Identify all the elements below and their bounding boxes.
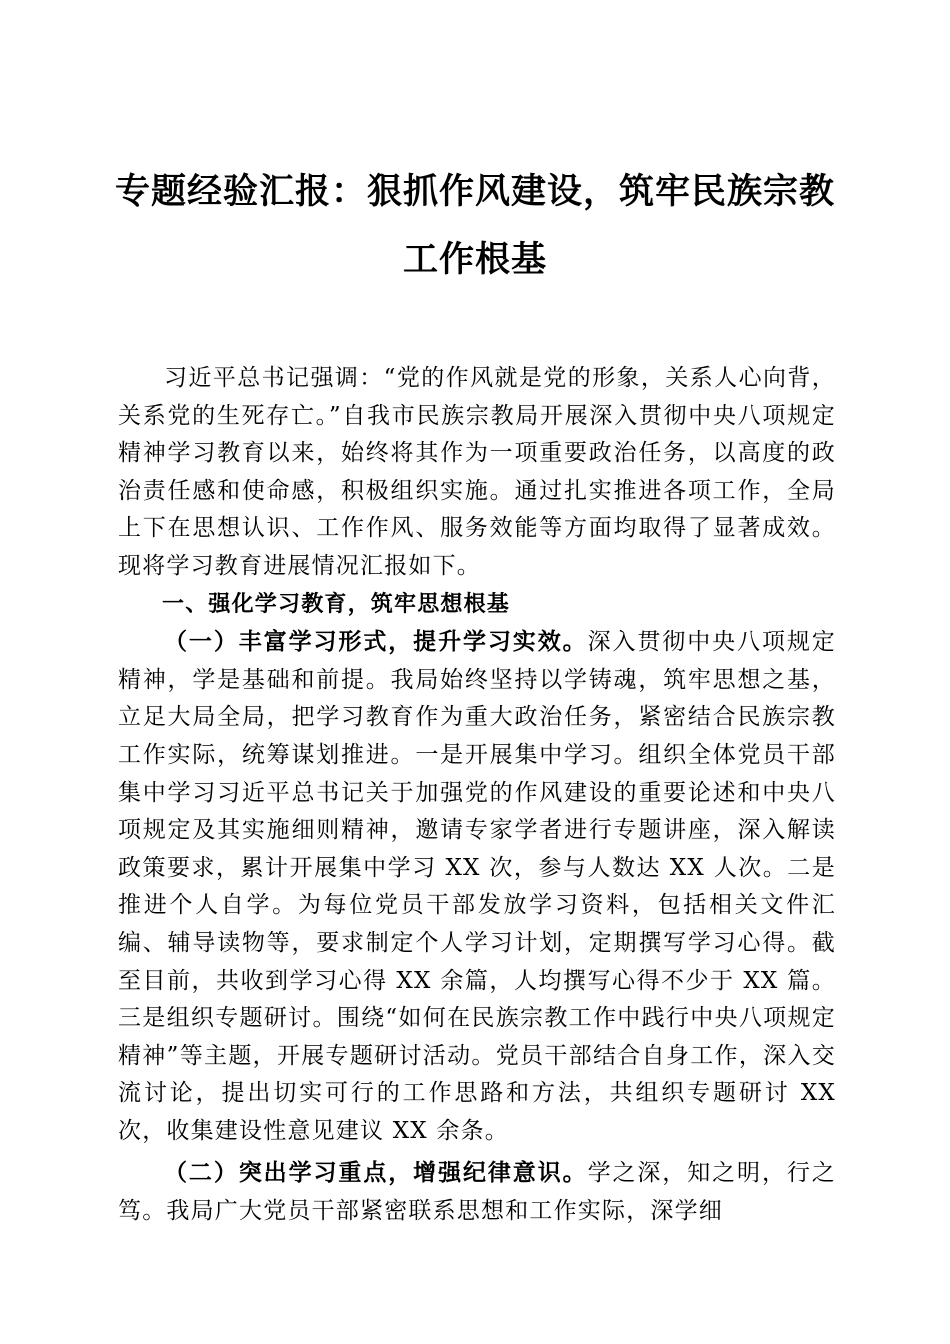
section-1-heading: 一、强化学习教育，筑牢思想根基 [162, 591, 511, 617]
document-title-line-1: 专题经验汇报：狠抓作风建设，筑牢民族宗教 [114, 171, 835, 212]
intro-paragraph: 习近平总书记强调：“党的作风就是党的形象，关系人心向背，关系党的生死存亡。”自我市民族宗教局开展深入贯彻中央八项规定精神学习教育以来，始终将其作为一项重要政治任务，以高度的政治责任感和使命感，积极组织实施。通过扎实推进各项工作，全局上下在思想认识、工作作风、服务效能等方面均取得了显著成效。现将学习教育进展情况汇报如下。 [118, 365, 836, 579]
subsection-1-text: 深入贯彻中央八项规定精神，学是基础和前提。我局始终坚持以学铸魂，筑牢思想之基，立足大局全局，把学习教育作为重大政治任务，紧密结合民族宗教工作实际，统筹谋划推进。一是开展集中学习。组织全体党员干部集中学习习近平总书记关于加强党的作风建设的重要论述和中央八项规定及其实施细则精神，邀请专家学者进行专题讲座，深入解读政策要求，累计开展集中学习 XX 次，参与人数达 XX 人次。二是推进个人自学。为每位党员干部发放学习资料，包括相关文件汇编、辅导读物等，要求制定个人学习计划，定期撰写学习心得。截至目前，共收到学习心得 XX 余篇，人均撰写心得不少于 XX 篇。三是组织专题研讨。围绕“如何在民族宗教工作中践行中央八项规定精神”等主题，开展专题研讨活动。党员干部结合自身工作，深入交流讨论，提出切实可行的工作思路和方法，共组织专题研讨 XX 次，收集建设性意见建议 XX 余条。 [118, 629, 836, 1144]
subsection-2-text: 学之深，知之明，行之笃。我局广大党员干部紧密联系思想和工作实际，深学细 [118, 1160, 836, 1225]
document-body [118, 360, 836, 1231]
subsection-2-paragraph [118, 1154, 836, 1230]
subsection-1-lead: （一）丰富学习形式，提升学习实效。 [164, 628, 588, 656]
subsection-2-lead: （二）突出学习重点，增强纪律意识。 [164, 1159, 588, 1187]
subsection-1-paragraph [118, 623, 836, 1150]
document-title-line-2: 工作根基 [402, 239, 547, 280]
